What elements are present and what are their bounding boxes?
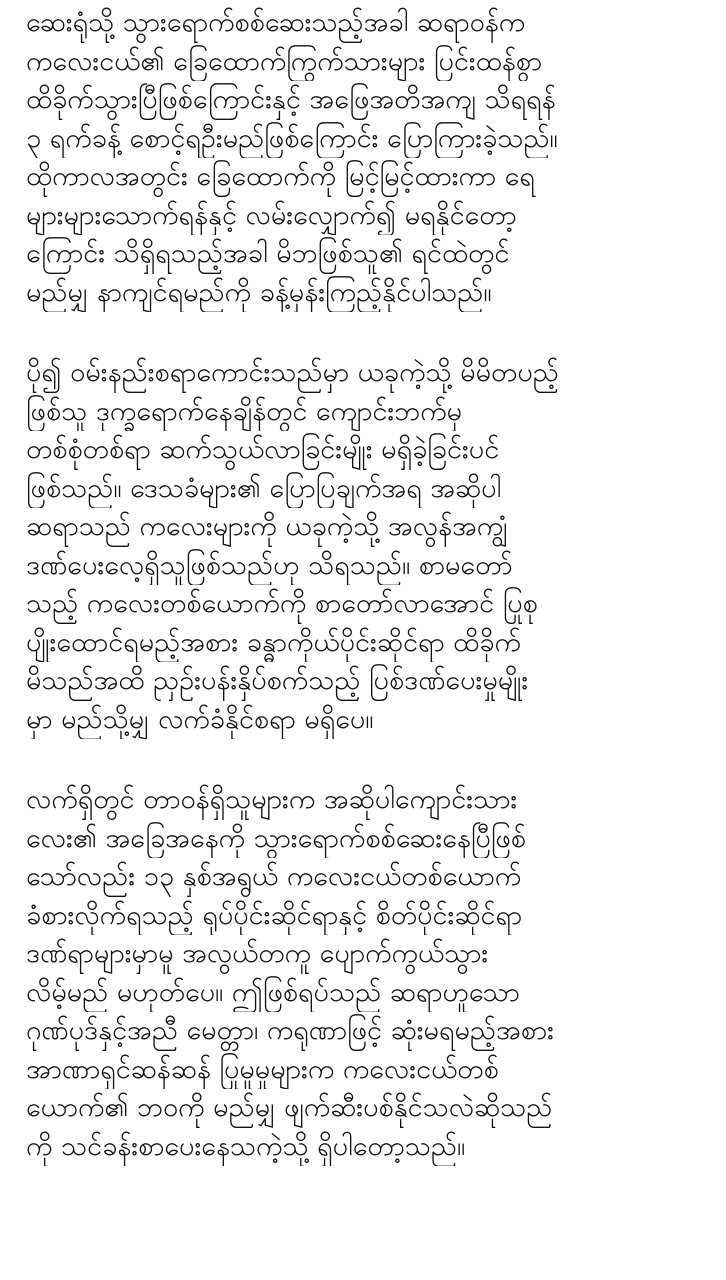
text-line: ထိခိုက်သွားပြီဖြစ်ကြောင်းနှင့် အဖြေအတိအကျ သိရရန် xyxy=(26,84,556,115)
text-line: ကလေးငယ်၏ ခြေထောက်ကြွက်သားများ ပြင်းထန်စွာ xyxy=(26,45,543,77)
text-line: ၃ ရက်ခန့် စောင့်ရဦးမည်ဖြစ်ကြောင်း ပြောကြားခဲ့သည်။ xyxy=(26,122,558,154)
text-line: ပို၍ ဝမ်းနည်းစရာကောင်းသည်မှာ ယခုကဲ့သို့ မိမိတပည့် xyxy=(26,357,559,388)
text-line: တစ်စုံတစ်ရာ ဆက်သွယ်လာခြင်းမျိုး မရှိခဲ့ခြင်းပင် xyxy=(26,434,500,465)
paragraph-1 xyxy=(26,4,708,312)
text-line: လေး၏ အခြေအနေကို သွားရောက်စစ်ဆေးနေပြီဖြစ် xyxy=(26,822,526,854)
text-line: မိသည်အထိ ညှဉ်းပန်းနှိပ်စက်သည့် ပြစ်ဒဏ်ပေးမှုမျိုး xyxy=(26,665,529,696)
text-line: မည်မျှ နာကျင်ရမည်ကို ခန့်မှန်းကြည့်နိုင်ပါသည်။ xyxy=(26,276,492,308)
paragraph-2 xyxy=(26,354,708,739)
text-line: ဂုဏ်ပုဒ်နှင့်အညီ မေတ္တာ၊ ကရုဏာဖြင့် ဆုံးမရမည့်အစား xyxy=(26,1015,554,1046)
paragraph-3 xyxy=(26,781,708,1166)
text-line: ခံစားလိုက်ရသည့် ရုပ်ပိုင်းဆိုင်ရာနှင့် စိတ်ပိုင်းဆိုင်ရာ xyxy=(26,899,523,931)
text-line: ဆရာသည် ကလေးများကို ယခုကဲ့သို့ အလွန်အကျွံ xyxy=(26,511,508,542)
text-line: ကြောင်း သိရှိရသည့်အခါ မိဘဖြစ်သူ၏ ရင်ထဲတွင် xyxy=(26,238,510,269)
text-line: များများသောက်ရန်နှင့် လမ်းလျှောက်၍ မရနိုင်တော့ xyxy=(26,199,517,231)
text-line: ကို သင်ခန်းစာပေးနေသကဲ့သို့ ရှိပါတော့သည်။ xyxy=(26,1130,466,1162)
text-line: ဖြစ်သည်။ ဒေသခံများ၏ ပြောပြချက်အရ အဆိုပါ xyxy=(26,472,502,504)
text-line: ယောက်၏ ဘဝကို မည်မျှ ဖျက်ဆီးပစ်နိုင်သလဲဆိုသည် xyxy=(26,1092,553,1123)
text-line: အာဏာရှင်ဆန်ဆန် ပြုမူမှုများက ကလေးငယ်တစ် xyxy=(26,1053,499,1085)
text-line: လိမ့်မည် မဟုတ်ပေ။ ဤဖြစ်ရပ်သည် ဆရာဟူသော xyxy=(26,976,520,1008)
text-line: လက်ရှိတွင် တာဝန်ရှိသူများက အဆိုပါကျောင်းသား xyxy=(26,784,518,815)
text-line: ထိုကာလအတွင်း ခြေထောက်ကို မြင့်မြင့်ထားကာ ရေ xyxy=(26,161,535,192)
text-line: ဆေးရုံသို့ သွားရောက်စစ်ဆေးသည့်အခါ ဆရာဝန်က xyxy=(26,7,526,38)
text-line: ဖြစ်သူ ဒုက္ခရောက်နေချိန်တွင် ကျောင်းဘက်မှ xyxy=(26,395,463,427)
text-line: သည့် ကလေးတစ်ယောက်ကို စာတော်လာအောင် ပြုစု xyxy=(26,588,538,619)
text-line: ဒဏ်ရာများမှာမူ အလွယ်တကူ ပျောက်ကွယ်သွား xyxy=(26,938,489,969)
text-line: ဒဏ်ပေးလေ့ရှိသူဖြစ်သည်ဟု သိရသည်။ စာမတော် xyxy=(26,549,513,581)
text-line: သော်လည်း ၁၃ နှစ်အရွယ် ကလေးငယ်တစ်ယောက် xyxy=(26,861,522,892)
text-line: ပျိုးထောင်ရမည့်အစား ခန္ဓာကိုယ်ပိုင်းဆိုင်ရာ ထိခိုက် xyxy=(26,626,521,658)
text-line: မှာ မည်သို့မျှ လက်ခံနိုင်စရာ မရှိပေ။ xyxy=(26,703,374,735)
